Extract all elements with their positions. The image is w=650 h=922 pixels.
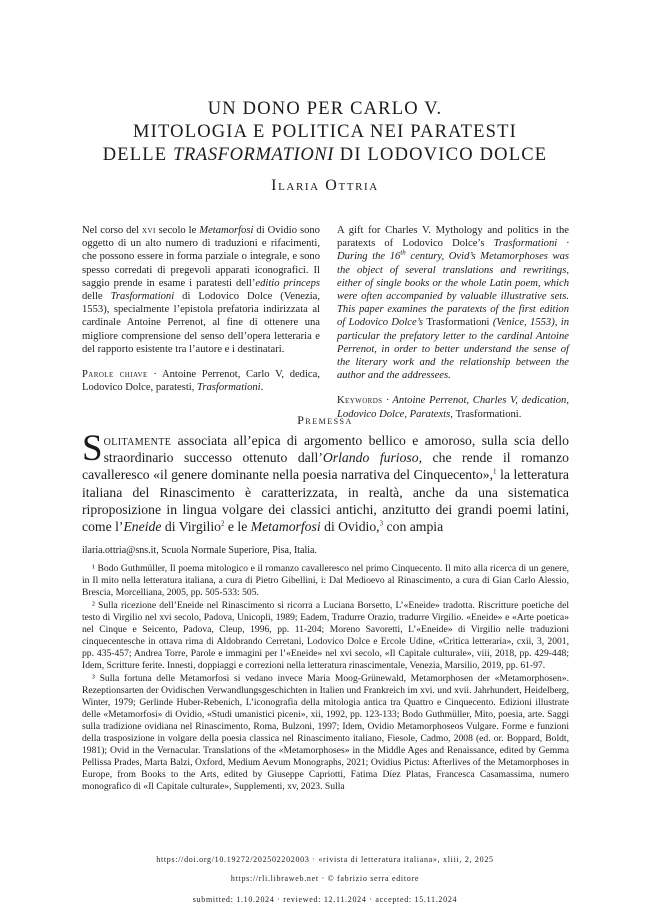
title-line-2: MITOLOGIA E POLITICA NEI PARATESTI	[132, 122, 518, 142]
body-paragraph: Solitamente associata all’epica di argomento bellico e amoroso, sulla scia dello straordinario successo ottenuto dall’Orlando furioso, che rende il romanzo cavalleresco «il genere dominante nella poesia narrativa del Cinquecento»,$^1$ la letteratura italiana del Rinascimento è caratterizzata, in realtà, anche da una sistematica riproposizione in lingua volgare dei classici antichi, anzitutto dei grandi poemi latini, come l’Eneide di Virgilio$^2$ e le Metamorfosi di Ovidio,$^3$ con ampia	[82, 428, 569, 535]
keywords-english: Keywords · Antoine Perrenot, Charles V, dedication, Lodovico Dolce, Paratexts, Trasformationi.	[337, 395, 569, 420]
footnote-ref-3[interactable]: 3	[379, 519, 384, 528]
title-line-3	[0, 144, 650, 167]
abstract-english	[337, 224, 569, 421]
abstract-english-text: A gift for Charles V. Mythology and politics in the paratexts of Lodovico Dolce’s Trasformationi · During the 16th century, Ovid’s Metamorphoses was the object of several translations and rewritings, either of single books or the whole Latin poem, which were often accompanied by valuable illustrative sets. This paper examines the paratexts of the first edition of Lodovico Dolce’s Trasformationi (Venice, 1553), in particular the prefatory letter to the cardinal Antoine Perrenot, in order to better understand the sense of the literary work and the relationship between the author and the addressees.	[337, 225, 569, 382]
author-affiliation: ilaria.ottria@sns.it, Scuola Normale Superiore, Pisa, Italia.	[82, 545, 317, 556]
abstract-italian-text: Nel corso del xvi secolo le Metamorfosi di Ovidio sono oggetto di un alto numero di traduzioni e rifacimenti, che possono essere in forma parziale o integrale, e sono spesso corredati di pregevoli apparati iconografici. Il saggio prende in esame i paratesti dell’editio princeps delle Trasformationi di Lodovico Dolce (Venezia, 1553), specialmente l’epistola prefatoria indirizzata al cardinale Antoine Perrenot, al fine di ottenere una migliore comprensione del senso dell’opera letteraria e del rapporto esistente tra l’autore e i destinatari.	[82, 225, 320, 355]
keywords-italian-label: Parole chiave	[82, 369, 148, 381]
footnote-ref-1[interactable]: 1	[493, 467, 497, 476]
abstract-italian	[82, 224, 320, 394]
footnote-ref-2[interactable]: 2	[220, 519, 225, 528]
footer-doi[interactable]: https://doi.org/10.19272/202502202003 · «rivista di letteratura italiana», xliii, 2, 2025	[156, 855, 494, 864]
footer-dates: submitted: 1.10.2024 · reviewed: 12.11.2024 · accepted: 15.11.2024	[192, 895, 458, 904]
footnote-1: ¹ Bodo Guthmüller, Il poema mitologico e il romanzo cavalleresco nel primo Cinquecento. Il mito alla ricerca di un genere, in Il mito nella letteratura italiana, a cura di Pietro Gibellini, i: Dal Medioevo al Rinascimento, a cura di Gian Carlo Alessio, Brescia, Morcelliana, 2005, pp. 505-533: 505.	[82, 563, 569, 598]
footnotes	[82, 545, 569, 794]
footnote-3: ³ Sulla fortuna delle Metamorfosi si vedano invece Maria Moog-Grünewald, Metamorphosen der «Metamorphosen». Rezeptionsarten der Ovidischen Verwandlungsgeschichten in Italien und Frankreich im xvi. und xvii. Jahrhundert, Heidelberg, Winter, 1979; Gerlinde Huber-Rebenich, L’iconografia della mitologia antica tra Quattro e Cinquecento. Edizioni illustrate delle «Metamorfosi» di Ovidio, «Studi umanistici piceni», xii, 1992, pp. 123-133; Bodo Guthmüller, Mito, poesia, arte. Saggi sulla tradizione ovidiana nel Rinascimento, Roma, Bulzoni, 1997; Idem, Ovidio Metamorphoseos Vulgare. Forme e funzioni della trasposizione in volgare della poesia classica nel Rinascimento italiano, Fiesole, Cadmo, 2008 (ed. or. Boppard, Boldt, 1981); Ovid in the Vernacular. Translations of the «Metamorphoses» in the Middle Ages and Renaissance, edited by Gemma Pellissa Prades, Marta Balzi, Oxford, Medium Aevum Monographs, 2021; Ovidius Pictus: Afterlives of the Metamorphoses in Europe, from Books to the Arts, edited by Giuseppe Capriotti, Fatima Díez Platas, Francesca Casamassima, numero monografico di «Il Capitale culturale», Supplementi, xv, 2023. Sulla	[82, 673, 569, 792]
author-name: Ilaria Ottria	[271, 177, 379, 194]
footnote-2: ² Sulla ricezione dell’Eneide nel Rinascimento si ricorra a Luciana Borsetto, L’«Eneide» tradotta. Riscritture poetiche del testo di Virgilio nel xvi secolo, Padova, Unicopli, 1989; Eadem, Tradurre Orazio, tradurre Virgilio. «Eneide» e «Arte poetica» nel Cinque e Seicento, Padova, Cleup, 1996, pp. 11-204; Moreno Savoretti, L’«Eneide» di Virgilio nelle traduzioni cinquecentesche in ottava rima di Aldobrando Cerretani, Lodovico Dolce e Ercole Udine, «Critica letteraria», cxii, 3, 2001, pp. 435-457; Andrea Torre, Parole e immagini per l’«Eneide» nel xvi secolo, «Il Capitale culturale», viii, 2018, pp. 429-448; Idem, Scritture ferite. Innesti, doppiaggi e correzioni nella letteratura rinascimentale, Venezia, Marsilio, 2019, pp. 61-97.	[82, 600, 569, 671]
article-title	[0, 98, 650, 167]
keywords-italian: Parole chiave · Antoine Perrenot, Carlo V, dedica, Lodovico Dolce, paratesti, Trasformationi.	[82, 369, 320, 394]
title-line-1: UN DONO PER CARLO V.	[207, 99, 443, 119]
keywords-english-label: Keywords	[337, 395, 383, 407]
title-line-3-italic: TRASFORMATIONI	[173, 145, 334, 165]
body-text	[82, 428, 569, 535]
title-line-3-pre: DELLE	[102, 145, 174, 165]
section-heading: Premessa	[297, 413, 353, 427]
drop-cap: S	[82, 428, 103, 469]
title-line-3-post: DI LODOVICO DOLCE	[333, 145, 548, 165]
footer-website[interactable]: https://rli.libraweb.net · © fabrizio serra editore	[230, 874, 420, 883]
